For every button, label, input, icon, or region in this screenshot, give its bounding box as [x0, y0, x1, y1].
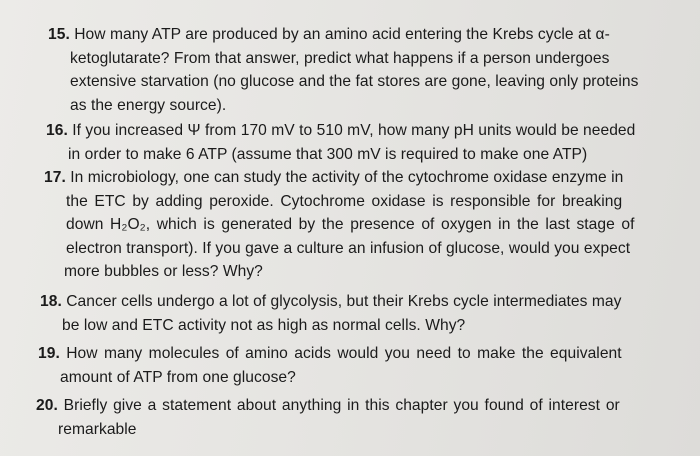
question-15-text-2: ketoglutarate? From that answer, predict what happens if a person undergoes: [70, 49, 610, 67]
question-15-text-3: extensive starvation (no glucose and the fat stores are gone, leaving only proteins: [70, 73, 639, 90]
question-19-number: 19.: [38, 345, 60, 362]
question-20-number: 20.: [36, 397, 58, 414]
question-16-number: 16.: [46, 122, 68, 139]
question-20-text-2: remarkable: [58, 420, 137, 438]
question-18-text-2: be low and ETC activity not as high as normal cells. Why?: [62, 316, 466, 334]
question-16-line-1: [46, 121, 635, 141]
question-18-line-1: [40, 292, 622, 312]
question-17-number: 17.: [44, 169, 66, 186]
question-20-line-1: [36, 396, 620, 416]
question-17-text-2: the ETC by adding peroxide. Cytochrome oxidase is responsible for breaking: [66, 192, 623, 210]
question-19-text-2: amount of ATP from one glucose?: [60, 368, 296, 386]
question-15-text-4: as the energy source).: [70, 96, 227, 114]
question-15-number: 15.: [48, 26, 70, 43]
question-17-text-3: down H₂O₂, which is generated by the presence of oxygen in the last stage of: [66, 216, 635, 233]
question-17-text-1: In microbiology, one can study the activity of the cytochrome oxidase enzyme in: [70, 169, 624, 186]
question-18-number: 18.: [40, 293, 62, 310]
question-17-text-4: electron transport). If you gave a culture an infusion of glucose, would you expect: [66, 239, 631, 257]
question-17-text-5: more bubbles or less? Why?: [64, 263, 263, 280]
question-19-text-1: How many molecules of amino acids would you need to make the equivalent: [66, 345, 622, 362]
question-15-text-1: How many ATP are produced by an amino acid entering the Krebs cycle at α-: [74, 26, 610, 43]
question-15-line-1: [48, 25, 610, 45]
question-16-text-2: in order to make 6 ATP (assume that 300 mV is required to make one ATP): [68, 145, 588, 163]
question-18-text-1: Cancer cells undergo a lot of glycolysis, but their Krebs cycle intermediates may: [66, 293, 622, 310]
question-19-line-1: [38, 344, 622, 364]
question-16-text-1: If you increased Ψ from 170 mV to 510 mV, how many pH units would be needed: [72, 122, 636, 139]
question-17-line-1: [44, 168, 623, 188]
question-20-text-1: Briefly give a statement about anything in this chapter you found of interest or: [63, 397, 620, 414]
